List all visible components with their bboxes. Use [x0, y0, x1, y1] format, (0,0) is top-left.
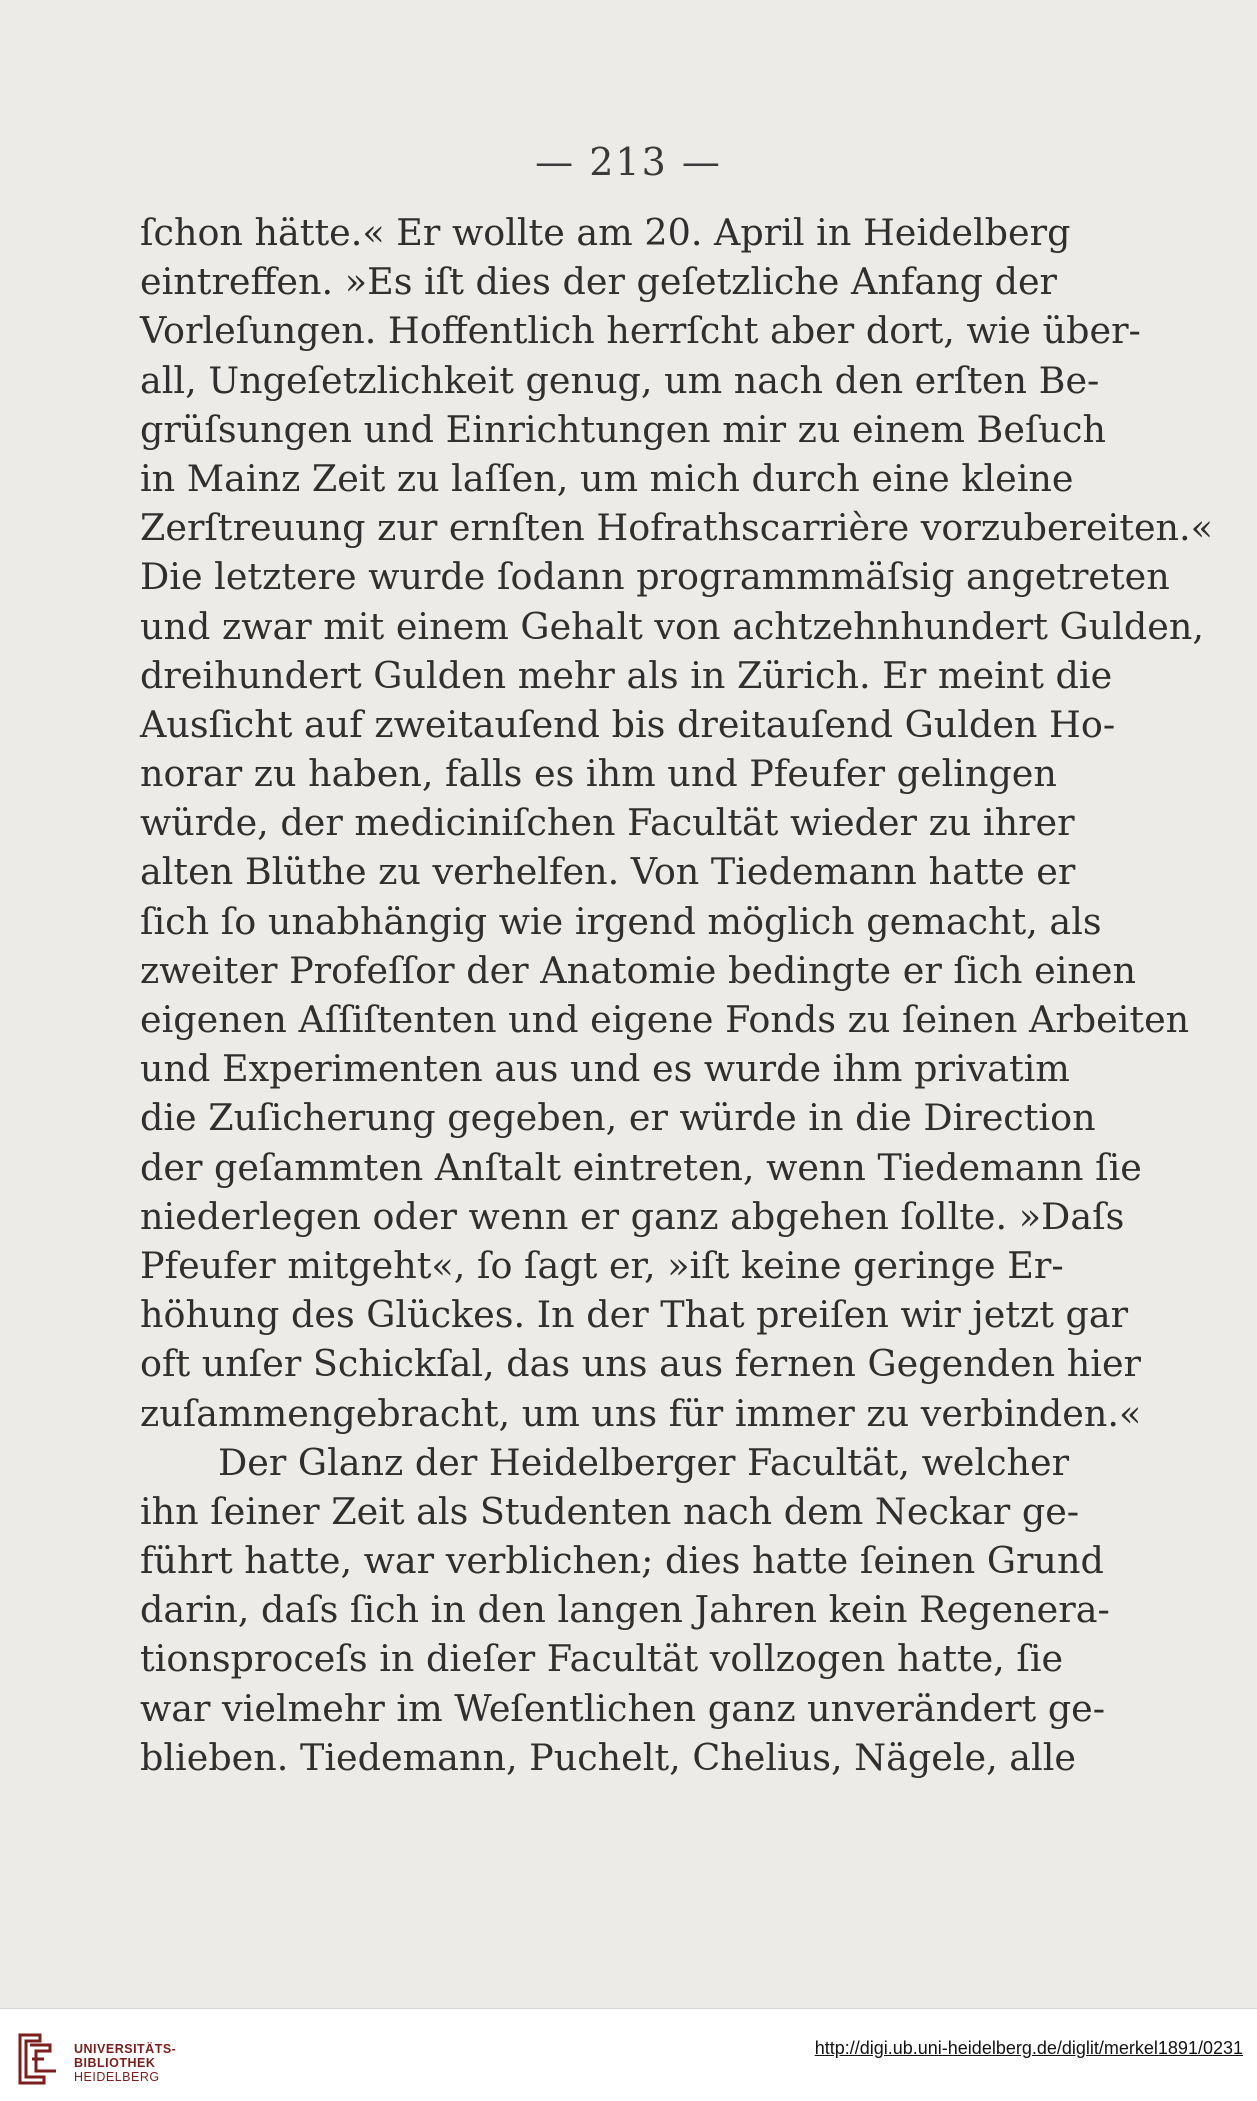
text-line: in Mainz Zeit zu laſſen, um mich durch eine kleine — [140, 456, 1074, 500]
text-line: Zerſtreuung zur ernſten Hofrathscarrière vorzubereiten.« — [140, 506, 1213, 550]
text-line: blieben. Tiedemann, Puchelt, Chelius, Nägele, alle — [140, 1735, 1077, 1779]
text-line: Die letztere wurde ſodann programmmäſsig angetreten — [140, 555, 1170, 599]
library-name-line2: BIBLIOTHEK — [74, 2056, 156, 2070]
text-line: Vorleſungen. Hoffentlich herrſcht aber dort, wie über- — [140, 309, 1141, 353]
text-line: Ausſicht auf zweitauſend bis dreitauſend Gulden Ho- — [140, 702, 1116, 746]
text-line: tionsproceſs in dieſer Facultät vollzogen hatte, ſie — [140, 1637, 1064, 1681]
text-line: und Experimenten aus und es wurde ihm privatim — [140, 1047, 1070, 1091]
text-line: grüſsungen und Einrichtungen mir zu einem Beſuch — [140, 407, 1106, 451]
text-line: zuſammengebracht, um uns für immer zu verbinden.« — [140, 1391, 1142, 1435]
text-line: darin, daſs ſich in den langen Jahren kein Regenera- — [140, 1588, 1110, 1632]
body-text — [140, 208, 1213, 1782]
text-line: führt hatte, war verblichen; dies hatte ſeinen Grund — [140, 1539, 1104, 1583]
library-name-line1: UNIVERSITÄTS- — [74, 2042, 177, 2056]
text-line: alten Blüthe zu verhelfen. Von Tiedemann hatte er — [140, 850, 1076, 894]
footer-bar — [0, 2008, 1257, 2101]
text-line: eigenen Aſſiſtenten und eigene Fonds zu ſeinen Arbeiten — [140, 998, 1190, 1041]
library-logo-icon — [14, 2031, 62, 2087]
text-line: Der Glanz der Heidelberger Facultät, welcher — [218, 1440, 1070, 1484]
text-line: ſchon hätte.« Er wollte am 20. April in Heidelberg — [140, 211, 1071, 254]
text-line: ſich ſo unabhängig wie irgend möglich gemacht, als — [140, 899, 1102, 943]
text-line: all, Ungeſetzlichkeit genug, um nach den erſten Be- — [140, 358, 1100, 402]
library-name-line3: HEIDELBERG — [74, 2070, 160, 2084]
text-line: ihn ſeiner Zeit als Studenten nach dem Neckar ge- — [140, 1489, 1080, 1533]
text-line: war vielmehr im Weſentlichen ganz unverändert ge- — [140, 1686, 1106, 1730]
text-line: höhung des Glückes. In der That preiſen wir jetzt gar — [140, 1293, 1129, 1337]
source-url-link[interactable]: http://digi.ub.uni-heidelberg.de/diglit/merkel1891/0231 — [814, 2038, 1243, 2058]
text-line: oft unſer Schickſal, das uns aus fernen Gegenden hier — [140, 1342, 1141, 1386]
text-line: Pfeufer mitgeht«, ſo ſagt er, »iſt keine geringe Er- — [140, 1243, 1064, 1287]
text-line: der geſammten Anſtalt eintreten, wenn Tiedemann ſie — [140, 1145, 1142, 1189]
text-line: würde, der mediciniſchen Facultät wieder zu ihrer — [140, 801, 1075, 845]
library-name — [74, 2042, 176, 2084]
text-line: die Zuſicherung gegeben, er würde in die Direction — [140, 1096, 1096, 1140]
text-line: zweiter Profeſſor der Anatomie bedingte er ſich einen — [140, 948, 1136, 992]
text-line: niederlegen oder wenn er ganz abgehen ſollte. »Daſs — [140, 1194, 1125, 1238]
text-line: dreihundert Gulden mehr als in Zürich. Er meint die — [140, 653, 1113, 697]
text-line: eintreffen. »Es iſt dies der geſetzliche Anfang der — [140, 260, 1057, 304]
page-number: — 213 — — [535, 140, 722, 184]
text-line: norar zu haben, falls es ihm und Pfeufer gelingen — [140, 752, 1057, 796]
text-line: und zwar mit einem Gehalt von achtzehnhundert Gulden, — [140, 604, 1204, 648]
